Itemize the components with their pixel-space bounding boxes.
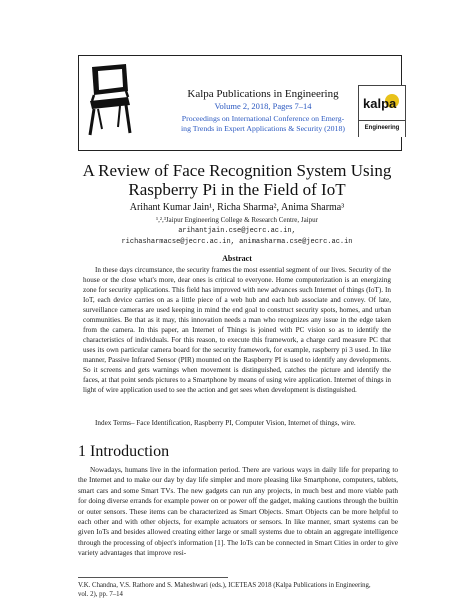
kalpa-engineering-logo: [358, 85, 406, 137]
introduction-paragraph: Nowadays, humans live in the information period. There are various ways in daily life for preparing to the Internet and to make our day by day life simpler and more pleasing like Smartphone, computers, tablets, smart cars and some Smart TVs. The new gadgets can run any projects, in much best and more viable path for doing diverse errands for example power on or power off the gadget, making cautions through the builtin or outer sensors. These items can be characterized as Smart Objects. Smart Objects can be more helpful to each other and with other objects, for example actuators or sensors. In like manner, smart systems can be given IoTs and besides allowed creating either large or small systems due to obtain an aggregate intelligence through the processing of object's information [1]. The IoTs can be connected in Smart Cities in order to give variety advantages that improve resi-: [78, 465, 398, 558]
citation-footer: [78, 581, 398, 599]
author-emails-line-2: richasharmacse@jecrc.ac.in, animasharma.cse@jecrc.ac.in: [121, 238, 353, 246]
kalpa-logo-text: kalpa: [363, 96, 397, 111]
proceedings-title: [158, 114, 368, 134]
publisher-name: Kalpa Publications in Engineering: [187, 88, 339, 100]
abstract-heading: Abstract: [222, 254, 252, 263]
paper-title-line-2: Raspberry Pi in the Field of IoT: [128, 180, 346, 199]
introduction-body: [78, 465, 398, 559]
kalpa-logo-footer: [359, 120, 405, 137]
author-emails-line-1: arihantjain.cse@jecrc.ac.in,: [178, 227, 296, 235]
citation-line-1: V.K. Chandna, V.S. Rathore and S. Maheshwari (eds.), ICETEAS 2018 (Kalpa Publications in Engineering,: [78, 582, 371, 589]
volume-info: Volume 2, 2018, Pages 7–14: [214, 101, 312, 111]
author-list: Arihant Kumar Jain¹, Richa Sharma², Anima Sharma³: [129, 202, 345, 213]
citation-line-2: vol. 2), pp. 7–14: [78, 591, 123, 598]
abstract-paragraph: In these days circumstance, the security frames the most essential segment of our lives. Security of the house or the close what's more, dear ones is critical to everyone. Home computerization is an energizing zone for security applications. This field has improved with new advances such Internet of things (IoT). In IoT, each device carries on as a little piece of a web hub and each hub associate and convey. Of late, surveillance cameras are used keeping in mind the end goal to construct security spots, homes, and urban communities. Be that as it may, this innovation needs a man who recognizes any issue in the edge taken from the camera. In this paper, an Internet of Things is joined with PC vision so as to identify the characteristics of individuals. For this reason, to execute this framework, a charge card measure PC that uses its own particular camera board for the security framework, for example, raspberry pi 3 used. In like manner, Passive Infrared Sensor (PIR) mounted on the Raspberry PI is used to identify any developments. So it screens and gets warnings when movement is distinguished, catches the picture and identify the faces, at that point sends pictures to a Smartphone by means of using wire application. Internet of things in light of wire application used to see the action and get sees when development is distinguished.: [83, 266, 391, 394]
abstract-body: [83, 265, 391, 395]
proceedings-line-1: Proceedings on International Conference on Emerg-: [181, 114, 345, 123]
paper-title: [40, 161, 434, 199]
index-terms: Index Terms– Face Identification, Raspberry PI, Computer Vision, Internet of things, wire.: [95, 419, 356, 427]
kalpa-logo-subtitle: Engineering: [364, 125, 400, 131]
proceedings-line-2: ing Trends in Expert Applications & Security (2018): [181, 124, 345, 133]
footnote-rule: [78, 577, 228, 578]
chair-logo-icon: [84, 61, 134, 141]
affiliation: ¹,²,³Jaipur Engineering College & Research Centre, Jaipur: [156, 216, 318, 224]
section-heading-introduction: 1 Introduction: [78, 443, 170, 460]
paper-title-line-1: A Review of Face Recognition System Using: [82, 161, 392, 180]
kalpa-wordmark-icon: [359, 86, 405, 120]
